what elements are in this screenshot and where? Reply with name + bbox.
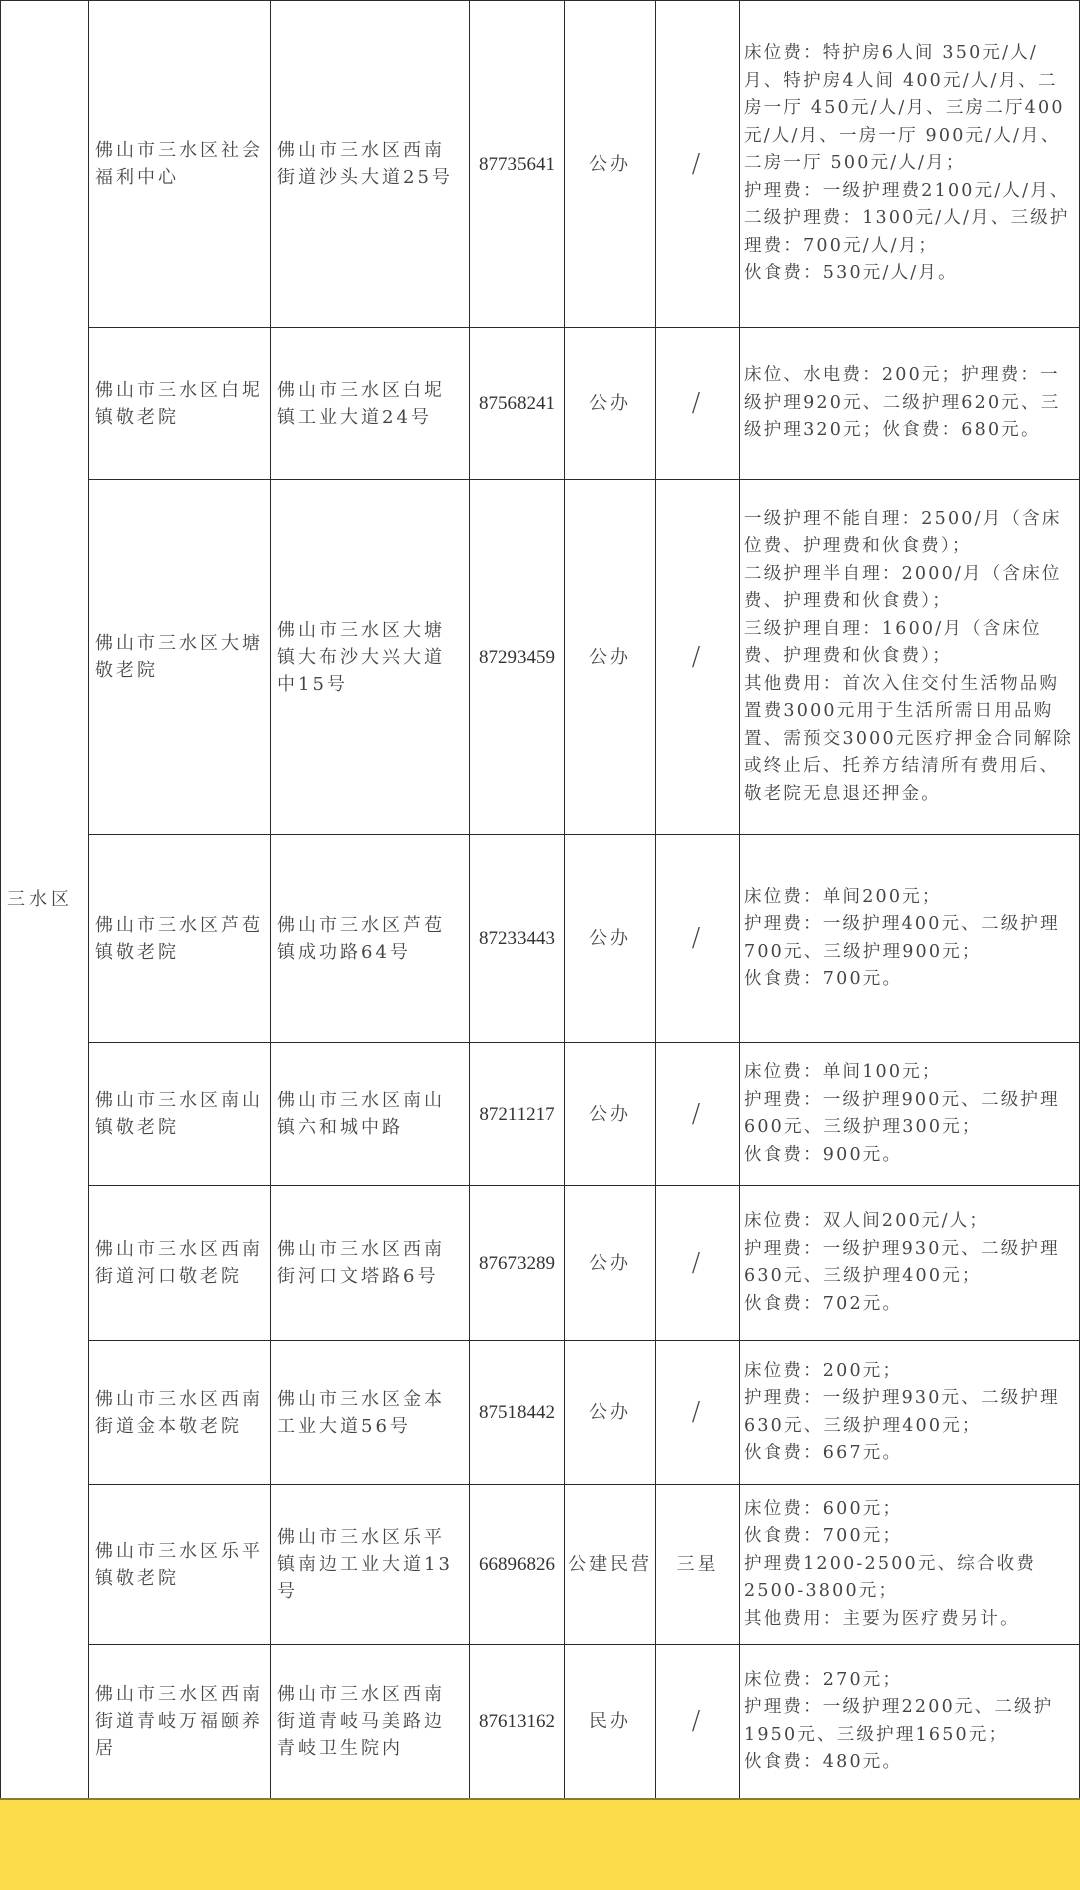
fee-line: 床位费：双人间200元/人； — [744, 1211, 990, 1231]
table-row — [1, 835, 1080, 1043]
fee-line: 其他费用：主要为医疗费另计。 — [744, 1608, 1020, 1629]
institution-phone: 66896826 — [470, 1485, 565, 1645]
institution-phone: 87673289 — [470, 1186, 565, 1341]
star-rating: / — [656, 1, 740, 328]
star-rating: / — [656, 480, 740, 835]
star-rating: 三星 — [656, 1485, 740, 1645]
fee-line: 伙食费：900元。 — [744, 1144, 903, 1165]
institution-phone: 87613162 — [470, 1645, 565, 1799]
fee-line: 其他费用：首次入住交付生活物品购置费3000元用于生活所需日用品购置、需预交3000元医疗押金合同解除或终止后、托养方结清所有费用后、敬老院无息退还押金。 — [744, 673, 1074, 804]
institution-type: 民办 — [565, 1645, 656, 1799]
institution-address: 佛山市三水区芦苞镇成功路64号 — [271, 835, 470, 1043]
institution-address: 佛山市三水区西南街河口文塔路6号 — [271, 1186, 470, 1341]
institution-address: 佛山市三水区大塘镇大布沙大兴大道中15号 — [271, 480, 470, 835]
fee-line: 一级护理不能自理：2500/月（含床位费、护理费和伙食费）； — [744, 508, 1062, 557]
table-row — [1, 1485, 1080, 1645]
institution-type: 公办 — [565, 1341, 656, 1485]
institution-name: 佛山市三水区西南街道河口敬老院 — [89, 1186, 271, 1341]
institution-type: 公办 — [565, 1, 656, 328]
institution-type: 公办 — [565, 835, 656, 1043]
institution-address: 佛山市三水区乐平镇南边工业大道13号 — [271, 1485, 470, 1645]
institution-address: 佛山市三水区白坭镇工业大道24号 — [271, 328, 470, 480]
fee-details — [740, 1645, 1080, 1799]
institution-phone: 87518442 — [470, 1341, 565, 1485]
star-rating: / — [656, 835, 740, 1043]
institution-name: 佛山市三水区白坭镇敬老院 — [89, 328, 271, 480]
fee-line: 伙食费：530元/人/月。 — [744, 263, 958, 284]
star-rating: / — [656, 1341, 740, 1485]
district-cell: 三水区 — [1, 1, 89, 1799]
institution-name: 佛山市三水区乐平镇敬老院 — [89, 1485, 271, 1645]
star-rating: / — [656, 1186, 740, 1341]
fee-details — [740, 1043, 1080, 1186]
table-row — [1, 1, 1080, 328]
fee-details — [740, 1, 1080, 328]
institution-address: 佛山市三水区南山镇六和城中路 — [271, 1043, 470, 1186]
institution-type: 公办 — [565, 328, 656, 480]
fee-line: 护理费：一级护理2200元、二级护1950元、三级护理1650元； — [744, 1697, 1054, 1745]
fee-details — [740, 1341, 1080, 1485]
fee-line: 伙食费：702元。 — [744, 1293, 903, 1314]
fee-details — [740, 1186, 1080, 1341]
fee-line: 床位费：单间200元； — [744, 886, 942, 907]
fee-line: 伙食费：480元。 — [744, 1752, 903, 1772]
institution-phone: 87293459 — [470, 480, 565, 835]
institution-name: 佛山市三水区芦苞镇敬老院 — [89, 835, 271, 1043]
fee-details — [740, 835, 1080, 1043]
fee-details — [740, 328, 1080, 480]
institution-phone: 87233443 — [470, 835, 565, 1043]
table-row — [1, 1645, 1080, 1799]
table-row — [1, 1341, 1080, 1485]
fee-line: 二级护理半自理：2000/月（含床位费、护理费和伙食费）； — [744, 563, 1062, 612]
fee-line: 床位费：270元； — [744, 1669, 903, 1690]
institution-name: 佛山市三水区大塘敬老院 — [89, 480, 271, 835]
institution-address: 佛山市三水区西南街道青岐马美路边青岐卫生院内 — [271, 1645, 470, 1799]
fee-line: 床位费：600元； — [744, 1498, 903, 1519]
fee-line: 三级护理自理：1600/月（含床位费、护理费和伙食费）； — [744, 618, 1042, 667]
star-rating: / — [656, 1645, 740, 1799]
institution-name: 佛山市三水区社会福利中心 — [89, 1, 271, 328]
institution-type: 公办 — [565, 1186, 656, 1341]
institution-name: 佛山市三水区西南街道金本敬老院 — [89, 1341, 271, 1485]
institution-name: 佛山市三水区西南街道青岐万福颐养居 — [89, 1645, 271, 1799]
fee-line: 护理费：一级护理费2100元/人/月、 — [744, 180, 1070, 201]
fee-line: 护理费：一级护理900元、二级护理600元、三级护理300元； — [744, 1089, 1060, 1137]
fee-line: 伙食费：700元。 — [744, 969, 903, 989]
institution-name: 佛山市三水区南山镇敬老院 — [89, 1043, 271, 1186]
fee-line: 二级护理费：1300元/人/月、三级护理费：700元/人/月； — [744, 208, 1070, 256]
fee-line: 护理费1200-2500元、综合收费2500-3800元； — [744, 1553, 1037, 1602]
fee-line: 床位费：单间100元； — [744, 1062, 942, 1082]
table-row — [1, 1186, 1080, 1341]
fee-line: 护理费：一级护理930元、二级护理630元、三级护理400元； — [744, 1388, 1060, 1436]
star-rating: / — [656, 1043, 740, 1186]
fee-details — [740, 1485, 1080, 1645]
institution-address: 佛山市三水区西南街道沙头大道25号 — [271, 1, 470, 328]
fee-line: 伙食费：700元； — [744, 1526, 903, 1547]
fee-details — [740, 480, 1080, 835]
yellow-footer-band — [0, 1798, 1080, 1890]
fee-line: 床位费：200元； — [744, 1360, 903, 1381]
fee-line: 床位费：特护房6人间 350元/人/月、特护房4人间 400元/人/月、二房一厅 450元/人/月、三房二厅400元/人/月、一房一厅 900元/人/月、二房一厅 500元/人/月； — [744, 43, 1065, 174]
fee-line: 护理费：一级护理400元、二级护理700元、三级护理900元； — [744, 914, 1060, 962]
table-row — [1, 328, 1080, 480]
fee-line: 伙食费：667元。 — [744, 1443, 903, 1463]
fee-line: 床位、水电费：200元；护理费：一级护理920元、二级护理620元、三级护理320元；伙食费：680元。 — [744, 365, 1061, 441]
institution-phone: 87735641 — [470, 1, 565, 328]
institution-type: 公建民营 — [565, 1485, 656, 1645]
star-rating: / — [656, 328, 740, 480]
institution-type: 公办 — [565, 1043, 656, 1186]
institution-type: 公办 — [565, 480, 656, 835]
institution-phone: 87211217 — [470, 1043, 565, 1186]
fee-line: 护理费：一级护理930元、二级护理630元、三级护理400元； — [744, 1238, 1060, 1286]
table-row — [1, 480, 1080, 835]
institution-address: 佛山市三水区金本工业大道56号 — [271, 1341, 470, 1485]
institution-phone: 87568241 — [470, 328, 565, 480]
table-row — [1, 1043, 1080, 1186]
